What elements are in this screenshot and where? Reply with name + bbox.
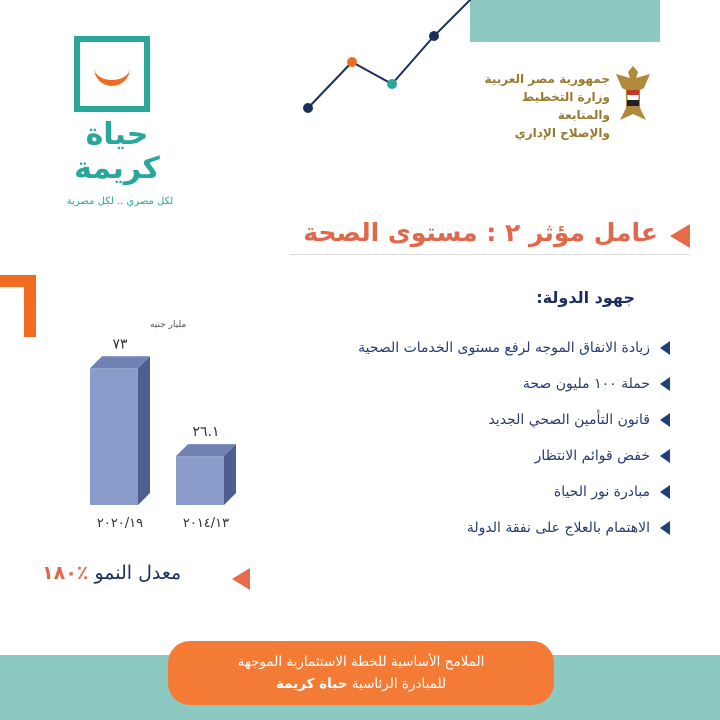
decorative-line-chart: [300, 0, 480, 120]
banner-line2-prefix: للمبادرة الرئاسية: [351, 676, 447, 692]
effort-text: زيادة الانفاق الموجه لرفع مستوى الخدمات الصحية: [358, 340, 650, 356]
section-title: عامل مؤثر ٢ : مستوى الصحة: [303, 218, 658, 247]
logo-frame: [74, 36, 150, 112]
growth-arrow-icon: [232, 568, 250, 590]
bar: [176, 456, 224, 505]
list-item: [270, 366, 670, 402]
top-teal-bar: [470, 0, 660, 42]
chart-point: [347, 57, 357, 67]
bar-side: [138, 356, 150, 505]
list-item: [270, 438, 670, 474]
orange-corner-shape: [0, 275, 36, 337]
efforts-heading: جهود الدولة:: [536, 288, 635, 307]
efforts-list: [270, 330, 670, 546]
bar: [90, 368, 138, 505]
bullet-icon: [660, 413, 670, 427]
banner-line2: [168, 673, 554, 695]
ministry-line1: جمهورية مصر العربية: [484, 72, 610, 86]
ministry-line2: وزارة التخطيط والمتابعة: [521, 90, 610, 122]
bullet-icon: [660, 449, 670, 463]
ministry-line3: والإصلاح الإداري: [514, 126, 610, 140]
list-item: [270, 474, 670, 510]
banner-line1: الملامح الأساسية للخطة الاستثمارية الموجهة: [237, 654, 485, 670]
chart-point: [303, 103, 313, 113]
bar-chart: [70, 310, 270, 540]
effort-text: قانون التأمين الصحي الجديد: [488, 412, 650, 428]
chart-point: [429, 31, 439, 41]
smile-icon: [94, 64, 130, 86]
title-arrow-icon: [670, 224, 690, 248]
banner-highlight: حياة كريمة: [275, 676, 348, 692]
bullet-icon: [660, 521, 670, 535]
list-item: [270, 510, 670, 546]
logo-tagline: لكل مصري .. لكل مصرية: [66, 196, 174, 207]
bar-category-label: ٢٠٢٠/١٩: [96, 516, 144, 531]
bullet-icon: [660, 377, 670, 391]
eagle-emblem-icon: [610, 62, 656, 128]
logo-title-line1: حياة: [85, 117, 149, 152]
chart-unit: مليار جنيه: [150, 320, 187, 330]
effort-text: خفض قوائم الانتظار: [534, 448, 650, 464]
ministry-name: [470, 70, 610, 142]
chart-point: [387, 79, 397, 89]
effort-text: حملة ١٠٠ مليون صحة: [522, 376, 650, 392]
bullet-icon: [660, 485, 670, 499]
divider: [290, 254, 690, 255]
growth-value: ٪١٨٠: [42, 562, 89, 584]
effort-text: الاهتمام بالعلاج على نفقة الدولة: [466, 520, 650, 536]
logo-title-line2: كريمة: [74, 151, 160, 186]
growth-rate: [42, 562, 181, 584]
effort-text: مبادرة نور الحياة: [553, 484, 650, 500]
bar-category-label: ٢٠١٤/١٣: [182, 516, 230, 531]
footer-banner: [168, 641, 554, 705]
list-item: [270, 330, 670, 366]
list-item: [270, 402, 670, 438]
logo-title: [62, 118, 172, 186]
bullet-icon: [660, 341, 670, 355]
bar-value-label: ٢٦.١: [192, 424, 220, 441]
bar-value-label: ٧٣: [112, 336, 128, 353]
growth-label: معدل النمو: [94, 562, 182, 584]
